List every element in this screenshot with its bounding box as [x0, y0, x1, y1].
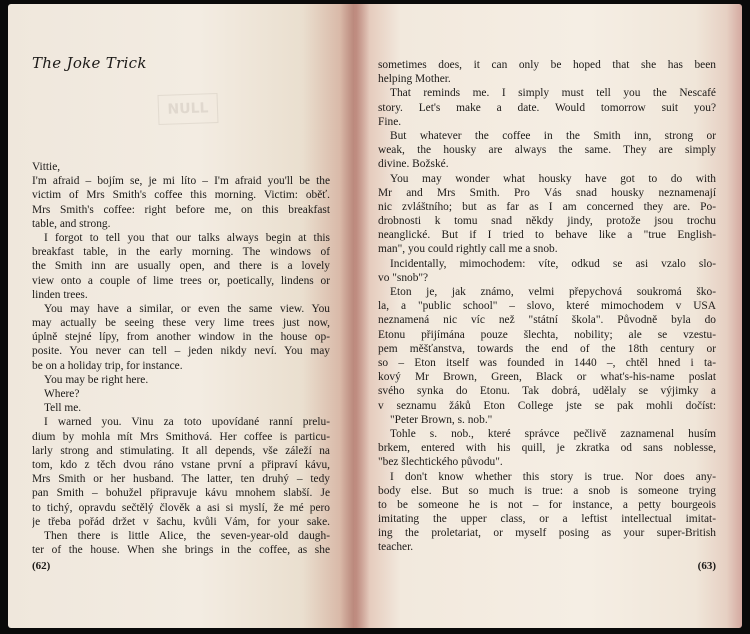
text-line: la, a "public school" – slovo, které mimochodem v USA	[378, 300, 716, 313]
text-line: I warned you. Vinu za toto upovídané ranní prelu-	[44, 416, 330, 429]
text-line: neanglické. But if I tried to behave like a "true English-	[378, 229, 716, 242]
text-line: You may have a similar, or even the same view. You	[44, 302, 330, 315]
text-line: neznamená nic víc než "státní škola". Původně byla do	[378, 314, 716, 327]
text-line: view onto a couple of lime trees or, poetically, lindens or	[32, 274, 330, 287]
text-line: ing the proletariat, or myself posing as your super-British	[378, 527, 716, 540]
text-line: nic zvláštního; but as far as I am concerned they are. Po-	[378, 200, 716, 213]
text-line: You may wonder what housky have got to do with	[390, 172, 716, 185]
text-line: pan Smith – bohužel připravuje kávu mnohem slabší. Je	[32, 487, 330, 500]
text-line: imitating the upper class, or a leftist intellectual imitat-	[378, 513, 716, 526]
text-line: table, and strong.	[32, 217, 111, 230]
text-line: linden trees.	[32, 288, 88, 301]
open-book	[8, 4, 742, 628]
left-page	[8, 4, 354, 628]
text-line: to tichý, opravdu sečtělý člověk a asi si myslí, že mé pero	[32, 501, 330, 514]
right-page-text	[378, 58, 716, 555]
text-line: Eton je, jak známo, velmi přepychová soukromá ško-	[390, 286, 716, 299]
chapter-title: The Joke Trick	[32, 54, 147, 72]
text-line: je třeba pořád držet v šachu, kvůli Vám, for your sake.	[32, 515, 330, 528]
text-line: I'm afraid – bojím se, je mi líto – I'm afraid you'll be the	[32, 175, 330, 188]
text-line: to be someone he is not – for instance, a petty bourgeois	[378, 498, 716, 511]
text-line: úplně stejné lípy, from another window in the house op-	[32, 331, 330, 344]
text-line: But whatever the coffee in the Smith inn, strong or	[390, 129, 716, 142]
text-line: divine. Božské.	[378, 158, 449, 171]
text-line: That reminds me. I simply must tell you the Nescafé	[390, 87, 716, 100]
text-line: body else. But so much is true: a snob is someone trying	[378, 484, 716, 497]
text-line: teacher.	[378, 541, 414, 554]
text-line: Where?	[44, 388, 80, 401]
text-line: Etonu přijímána pouze šlechta, nobility; ale se vzestu-	[378, 328, 716, 341]
text-line: I forgot to tell you that our talks always begin at this	[44, 231, 330, 244]
text-line: dium by mohla mít Mrs Smithová. Her coffee is particu-	[32, 430, 330, 443]
text-line: helping Mother.	[378, 73, 451, 86]
text-line: vo "snob"?	[378, 271, 429, 284]
text-line: be on a holiday trip, for instance.	[32, 359, 183, 372]
text-line: ter of the house. When she brings in the coffee, as she	[32, 544, 330, 557]
text-line: Vittie,	[32, 161, 61, 173]
text-line: breakfast table, in the early morning. The windows of	[32, 246, 330, 259]
text-line: may actually be seeing these very lime trees just now,	[32, 317, 330, 330]
text-line: Incidentally, mimochodem: víte, odkud se asi vzalo slo-	[390, 257, 716, 270]
text-line: Mrs Smith's coffee: right before me, on this breakfast	[32, 203, 330, 216]
page-number-right: (63)	[697, 560, 716, 572]
text-line: "Peter Brown, s. nob."	[390, 413, 493, 426]
text-line: I don't know whether this story is true. Nor does any-	[390, 470, 716, 483]
text-line: Tell me.	[44, 402, 82, 415]
faded-stamp: NULL	[157, 93, 218, 125]
text-line: weak, the housky are always the same. They are simply	[378, 144, 716, 157]
text-line: Mrs Smith or her husband. The latter, ten druhý – tedy	[32, 473, 330, 486]
text-line: story. Let's make a date. Would tomorrow suit you?	[378, 101, 716, 114]
text-line: kový Mr Brown, Green, Black or what's-his-name poslat	[378, 371, 716, 384]
text-line: v seznamu žáků Eton College jste se pak mohli dočíst:	[378, 399, 716, 412]
text-line: larly strong and stimulating. It all depends, vše záleží na	[32, 444, 330, 457]
text-line: You may be right here.	[44, 373, 149, 386]
text-line: posite. You never can tell – jeden nikdy neví. You may	[32, 345, 330, 358]
text-line: drobnosti k tomu snad někdy jindy, protože jsou trochu	[378, 215, 716, 228]
text-line: Fine.	[378, 115, 402, 128]
text-line: brkem, entered with his quill, je zkratka od sans noblesse,	[378, 442, 716, 455]
text-line: pem měšťanstva, towards the end of the 18th century or	[378, 342, 716, 355]
left-page-text	[32, 160, 330, 557]
text-line: sometimes does, it can only be hoped that she has been	[378, 59, 716, 71]
text-line: Tohle s. nob., které správce pečlivě zaznamenal husím	[390, 427, 716, 440]
text-line: man", you could rightly call me a snob.	[378, 243, 558, 256]
text-line: the Smith inn are usually open, and there is a lovely	[32, 260, 330, 273]
page-number-left: (62)	[32, 560, 51, 572]
text-line: Mr and Mrs Smith. Pro Vás snad housky neznamenají	[378, 186, 716, 199]
right-page	[354, 4, 742, 628]
text-line: svého synka do Etonu. Tak dobrá, udělaly se výjimky a	[378, 385, 716, 398]
text-line: victim of Mrs Smith's coffee this morning. Victim: oběť.	[32, 189, 330, 202]
text-line: tom, kdo z těch dvou ráno vstane první a připraví kávu,	[32, 459, 330, 472]
text-line: Then there is little Alice, the seven-year-old daugh-	[44, 529, 330, 542]
text-line: "bez šlechtického původu".	[378, 456, 503, 469]
text-line: so – Eton itself was founded in 1440 –, chtěl hned i ta-	[378, 357, 716, 370]
